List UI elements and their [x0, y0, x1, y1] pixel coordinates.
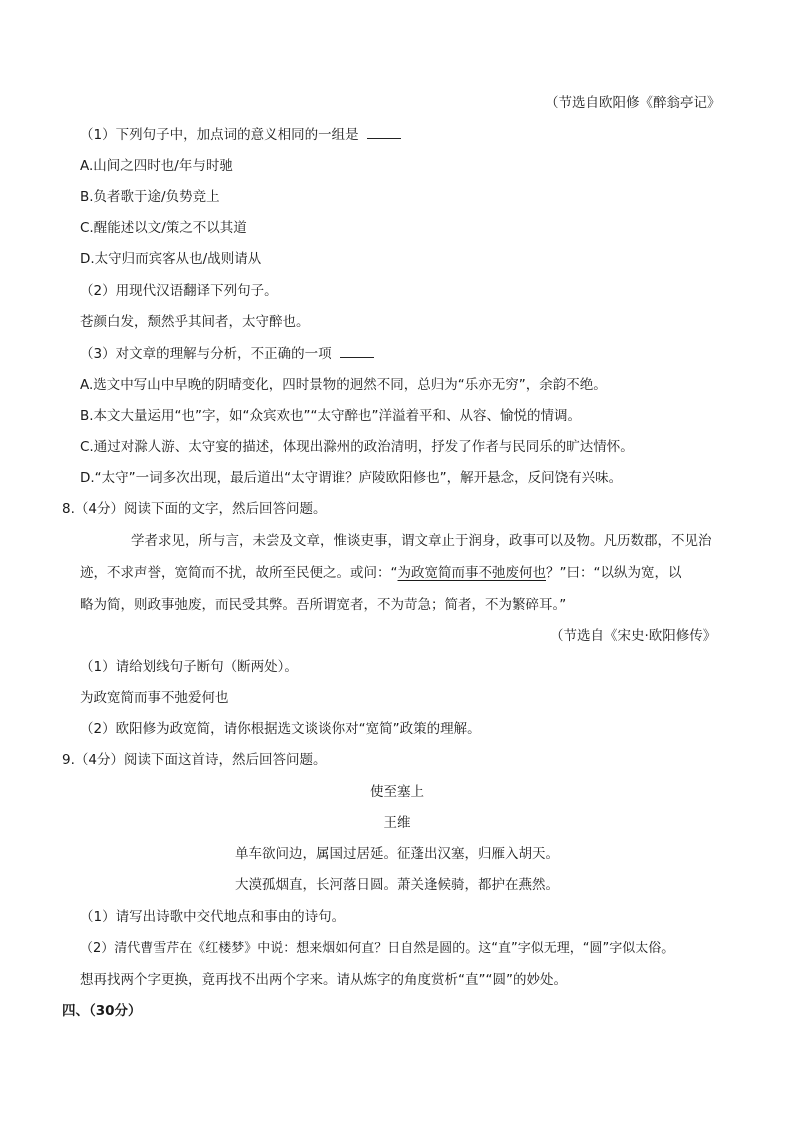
q1-option-b: B.负者歌于途/负势竞上: [80, 189, 220, 205]
q8-sub1: （1）请给划线句子断句（断两处）。: [80, 659, 298, 675]
q8-passage-text: ？”曰：“以纵为宽，以: [546, 565, 682, 581]
q3-option-a: A.选文中写山中早晚的阴晴变化，四时景物的迥然不同，总归为“乐亦无穷”，余韵不绝。: [80, 377, 607, 393]
q3-stem: [80, 345, 374, 363]
q1-stem: [80, 126, 401, 144]
answer-blank[interactable]: [367, 126, 401, 139]
q1-option-c: C.醒能述以文/策之不以其道: [80, 220, 247, 236]
q1-option-a: A.山间之四时也/年与时驰: [80, 158, 233, 174]
q1-stem-text: （1）下列句子中，加点词的意义相同的一组是: [80, 127, 359, 143]
q8-passage-line-2: [80, 564, 682, 582]
section-4-heading: 四、（30分）: [62, 1003, 142, 1019]
q8-sub1-text: 为政宽简而事不弛爱何也: [80, 690, 229, 706]
poem-line-2: 大漠孤烟直，长河落日圆。萧关逢候骑，都护在燕然。: [235, 877, 559, 893]
q8-passage-line-3: 略为简，则政事弛废，而民受其弊。吾所谓宽者，不为苛急；简者，不为繁碎耳。”: [80, 597, 567, 613]
underlined-sentence: 为政宽简而事不弛废何也: [397, 565, 546, 581]
poem-author: 王维: [383, 815, 411, 831]
q8-header: 8.（4分）阅读下面的文字，然后回答问题。: [62, 501, 327, 517]
q9-sub2-line-1: （2）清代曹雪芹在《红楼梦》中说：想来烟如何直？日自然是圆的。这“直”字似无理，“圆”字似太俗。: [80, 941, 675, 956]
q8-sub2: （2）欧阳修为政宽简，请你根据选文谈谈你对“宽简”政策的理解。: [80, 721, 481, 737]
q9-sub1: （1）请写出诗歌中交代地点和事由的诗句。: [80, 909, 346, 925]
q9-header: 9.（4分）阅读下面这首诗，然后回答问题。: [62, 752, 327, 768]
q1-option-d: D.太守归而宾客从也/战则请从: [80, 251, 262, 267]
source-citation-1: （节选自欧阳修《醉翁亭记》: [545, 95, 721, 111]
q2-sentence: 苍颜白发，颓然乎其间者，太守醉也。: [80, 314, 310, 330]
poem-title: 使至塞上: [370, 784, 424, 800]
q3-stem-text: （3）对文章的理解与分析，不正确的一项: [80, 346, 332, 362]
q3-option-b: B.本文大量运用“也”字，如“众宾欢也”“太守醉也”洋溢着平和、从容、愉悦的情调。: [80, 408, 582, 424]
q2-stem: （2）用现代汉语翻译下列句子。: [80, 283, 278, 299]
q3-option-c: C.通过对滁人游、太守宴的描述，体现出滁州的政治清明，抒发了作者与民同乐的旷达情怀。: [80, 439, 634, 455]
source-citation-2: （节选自《宋史·欧阳修传》: [550, 628, 717, 644]
poem-line-1: 单车欲问边，属国过居延。征蓬出汉塞，归雁入胡天。: [235, 846, 559, 862]
q9-sub2-line-2: 想再找两个字更换，竟再找不出两个字来。请从炼字的角度赏析“直”“圆”的妙处。: [80, 972, 567, 988]
q8-passage-line-1: 学者求见，所与言，未尝及文章，惟谈吏事，谓文章止于润身，政事可以及物。凡历数郡，不见治: [131, 533, 712, 549]
answer-blank[interactable]: [340, 345, 374, 358]
q8-passage-text: 迹，不求声誉，宽简而不扰，故所至民便之。或问：“: [80, 565, 398, 581]
q3-option-d: D.“太守”一词多次出现，最后道出“太守谓谁？庐陵欧阳修也”，解开悬念，反问饶有兴味。: [80, 470, 623, 486]
